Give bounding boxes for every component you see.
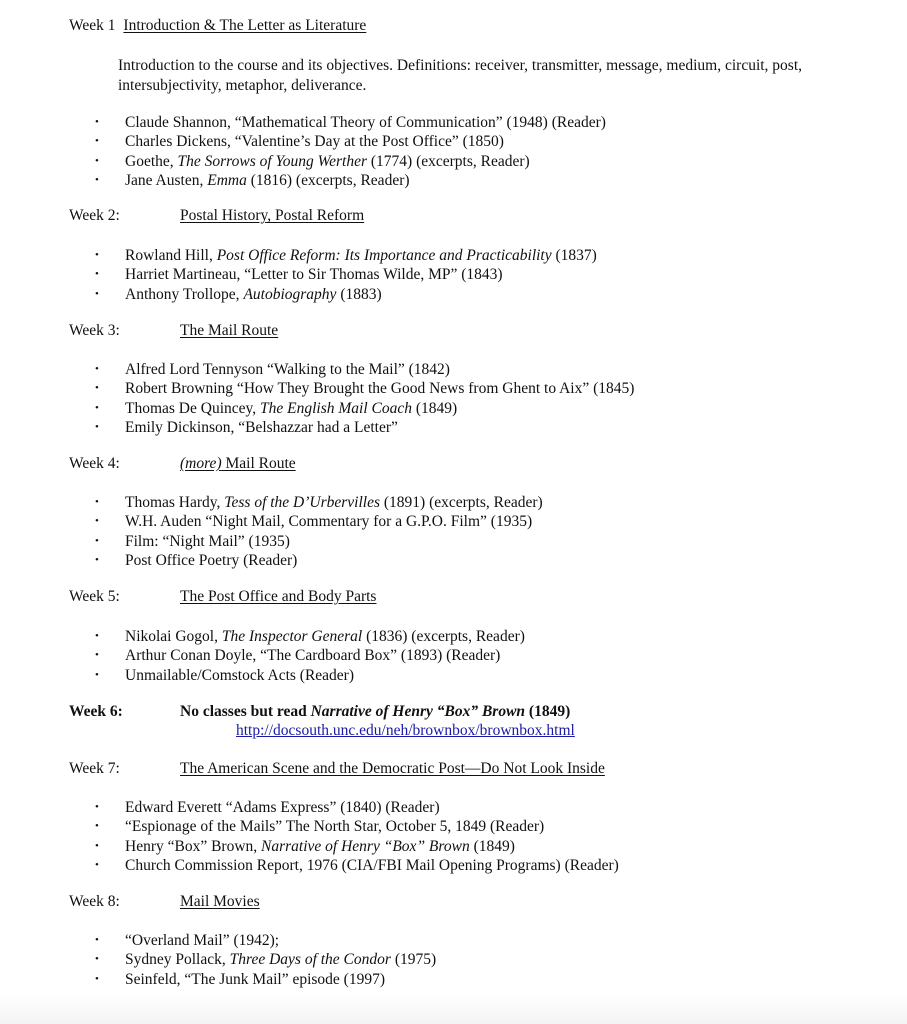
week-7-heading bbox=[69, 760, 605, 778]
bullet-icon: • bbox=[95, 496, 99, 508]
reading-meta: (1816) (excerpts, Reader) bbox=[246, 171, 410, 189]
reading-item bbox=[0, 950, 436, 969]
bullet-icon: • bbox=[95, 363, 99, 375]
reading-item bbox=[0, 246, 597, 265]
bullet-icon: • bbox=[95, 287, 99, 300]
reading-text: Post Office Poetry (Reader) bbox=[125, 551, 298, 569]
reading-title: Emma bbox=[207, 171, 247, 189]
week-title: The Mail Route bbox=[180, 322, 279, 339]
reading-item bbox=[0, 265, 597, 284]
reading-item bbox=[0, 512, 543, 531]
week-8-heading bbox=[69, 893, 260, 911]
reading-text: “Espionage of the Mails” The North Star, October 5, 1849 (Reader) bbox=[125, 818, 545, 836]
reading-text: Charles Dickens, “Valentine’s Day at the Post Office” (1850) bbox=[125, 133, 504, 151]
reading-title: Narrative of Henry “Box” Brown bbox=[261, 837, 470, 855]
reading-item bbox=[0, 666, 525, 685]
reading-text: Harriet Martineau, “Letter to Sir Thomas Wilde, MP” (1843) bbox=[125, 266, 503, 284]
week-label: Week 4: bbox=[69, 455, 120, 472]
reading-item bbox=[0, 285, 597, 304]
reading-title: The Inspector General bbox=[221, 628, 363, 645]
week-1-heading bbox=[69, 17, 366, 35]
bullet-icon: • bbox=[95, 116, 99, 128]
reading-item bbox=[0, 931, 436, 950]
week-3-heading bbox=[69, 322, 279, 340]
reading-item bbox=[0, 418, 634, 437]
reading-item bbox=[0, 646, 525, 665]
week-7-readings bbox=[0, 798, 619, 875]
week-3-readings bbox=[0, 360, 634, 437]
bullet-icon: • bbox=[95, 972, 99, 985]
reading-title: Three Days of the Condor bbox=[229, 951, 391, 969]
reading-item bbox=[0, 360, 634, 379]
note-text: No classes but read bbox=[180, 703, 311, 720]
bullet-icon: • bbox=[95, 249, 99, 261]
week-label: Week 3: bbox=[69, 322, 120, 339]
bullet-icon: • bbox=[95, 382, 99, 395]
bullet-icon: • bbox=[95, 401, 99, 414]
reading-text: Film: “Night Mail” (1935) bbox=[125, 532, 290, 550]
reading-item bbox=[0, 551, 543, 570]
reading-item bbox=[0, 399, 634, 418]
reading-item bbox=[0, 132, 606, 151]
bullet-icon: • bbox=[95, 420, 99, 433]
reading-text: Edward Everett “Adams Express” (1840) (Reader) bbox=[125, 799, 440, 816]
week-title bbox=[180, 455, 296, 473]
bullet-icon: • bbox=[95, 801, 99, 813]
note-title: Narrative of Henry “Box” Brown bbox=[310, 703, 526, 720]
reading-title: The Sorrows of Young Werther bbox=[177, 152, 367, 170]
brownbox-link[interactable]: http://docsouth.unc.edu/neh/brownbox/brownbox.html bbox=[236, 722, 575, 739]
week-label: Week 8: bbox=[69, 893, 120, 910]
reading-text: “Overland Mail” (1942); bbox=[125, 932, 280, 949]
note-year: (1849) bbox=[525, 703, 571, 720]
week-title: Mail Movies bbox=[180, 893, 260, 910]
reading-text: Jane Austen, bbox=[125, 171, 208, 189]
reading-meta: (1849) bbox=[469, 837, 515, 855]
reading-title: Tess of the D’Urbervilles bbox=[224, 494, 381, 511]
bullet-icon: • bbox=[95, 649, 99, 662]
bullet-icon: • bbox=[95, 515, 99, 528]
reading-item bbox=[0, 152, 606, 171]
week-title-text: Mail Route bbox=[221, 455, 296, 472]
bullet-icon: • bbox=[95, 534, 99, 547]
reading-text: Emily Dickinson, “Belshazzar had a Letter” bbox=[125, 418, 398, 436]
bullet-icon: • bbox=[95, 268, 99, 281]
reading-meta: (1836) (excerpts, Reader) bbox=[362, 628, 525, 645]
week-label: Week 1 bbox=[69, 17, 116, 34]
bullet-icon: • bbox=[95, 858, 99, 871]
week-8-readings bbox=[0, 931, 436, 989]
bullet-icon: • bbox=[95, 173, 99, 186]
reading-item bbox=[0, 837, 619, 856]
week-title: The Post Office and Body Parts bbox=[180, 588, 377, 605]
reading-text: W.H. Auden “Night Mail, Commentary for a G.P.O. Film” (1935) bbox=[125, 513, 533, 531]
reading-text: Alfred Lord Tennyson “Walking to the Mail” (1842) bbox=[125, 361, 450, 378]
reading-item bbox=[0, 379, 634, 398]
reading-title: Autobiography bbox=[243, 285, 337, 303]
reading-title: Post Office Reform: Its Importance and Practicability bbox=[216, 247, 552, 264]
week-label: Week 2: bbox=[69, 207, 120, 224]
week-2-readings bbox=[0, 246, 597, 304]
week-2-heading bbox=[69, 207, 365, 225]
week-5-heading bbox=[69, 588, 377, 606]
reading-item bbox=[0, 171, 606, 190]
reading-text: Robert Browning “How They Brought the Good News from Ghent to Aix” (1845) bbox=[125, 380, 635, 398]
reading-text: Sydney Pollack, bbox=[125, 951, 230, 969]
bullet-icon: • bbox=[95, 839, 99, 852]
reading-item bbox=[0, 856, 619, 875]
week-title-prefix: (more) bbox=[180, 455, 222, 472]
bullet-icon: • bbox=[95, 630, 99, 642]
week-4-heading bbox=[69, 455, 296, 473]
reading-text: Thomas De Quincey, bbox=[125, 399, 261, 417]
bullet-icon: • bbox=[95, 820, 99, 833]
reading-item bbox=[0, 493, 543, 512]
reading-meta: (1849) bbox=[412, 399, 458, 417]
week-label: Week 6: bbox=[69, 703, 123, 720]
bullet-icon: • bbox=[95, 154, 99, 167]
reading-text: Seinfeld, “The Junk Mail” episode (1997) bbox=[125, 970, 385, 988]
reading-text: Anthony Trollope, bbox=[125, 285, 244, 303]
reading-text: Rowland Hill, bbox=[125, 247, 217, 264]
week-6-note bbox=[180, 703, 570, 721]
week-label: Week 7: bbox=[69, 760, 120, 777]
reading-item bbox=[0, 970, 436, 989]
week-6-heading bbox=[69, 703, 571, 721]
week-title: The American Scene and the Democratic Post—Do Not Look Inside bbox=[180, 760, 605, 777]
reading-meta: (1774) (excerpts, Reader) bbox=[367, 152, 530, 170]
reading-text: Thomas Hardy, bbox=[125, 494, 225, 511]
week-title: Introduction & The Letter as Literature bbox=[123, 17, 367, 34]
reading-text: Nikolai Gogol, bbox=[125, 628, 222, 645]
week-title: Postal History, Postal Reform bbox=[180, 207, 365, 224]
reading-text: Goethe, bbox=[125, 152, 178, 170]
bullet-icon: • bbox=[95, 953, 99, 966]
bullet-icon: • bbox=[95, 668, 99, 681]
reading-item bbox=[0, 627, 525, 646]
reading-text: Unmailable/Comstock Acts (Reader) bbox=[125, 666, 354, 684]
bullet-icon: • bbox=[95, 135, 99, 148]
reading-title: The English Mail Coach bbox=[260, 399, 412, 417]
week-1-intro: Introduction to the course and its objectives. Definitions: receiver, transmitter, message, medium, circuit, post, intersubjectivity, metaphor, deliverance. bbox=[118, 57, 803, 94]
reading-item bbox=[0, 113, 606, 132]
reading-meta: (1883) bbox=[336, 285, 382, 303]
week-label: Week 5: bbox=[69, 588, 120, 605]
reading-item bbox=[0, 532, 543, 551]
week-1-readings bbox=[0, 113, 606, 190]
reading-text: Claude Shannon, “Mathematical Theory of Communication” (1948) (Reader) bbox=[125, 114, 606, 131]
reading-meta: (1975) bbox=[390, 951, 437, 969]
reading-text: Arthur Conan Doyle, “The Cardboard Box” (1893) (Reader) bbox=[125, 647, 501, 665]
reading-text: Church Commission Report, 1976 (CIA/FBI Mail Opening Programs) (Reader) bbox=[125, 856, 619, 874]
bullet-icon: • bbox=[95, 553, 99, 566]
week-4-readings bbox=[0, 493, 543, 570]
week-5-readings bbox=[0, 627, 525, 685]
reading-item bbox=[0, 817, 619, 836]
reading-item bbox=[0, 798, 619, 817]
reading-meta: (1837) bbox=[551, 247, 597, 264]
reading-meta: (1891) (excerpts, Reader) bbox=[380, 494, 543, 511]
reading-text: Henry “Box” Brown, bbox=[125, 837, 262, 855]
bullet-icon: • bbox=[95, 934, 99, 946]
